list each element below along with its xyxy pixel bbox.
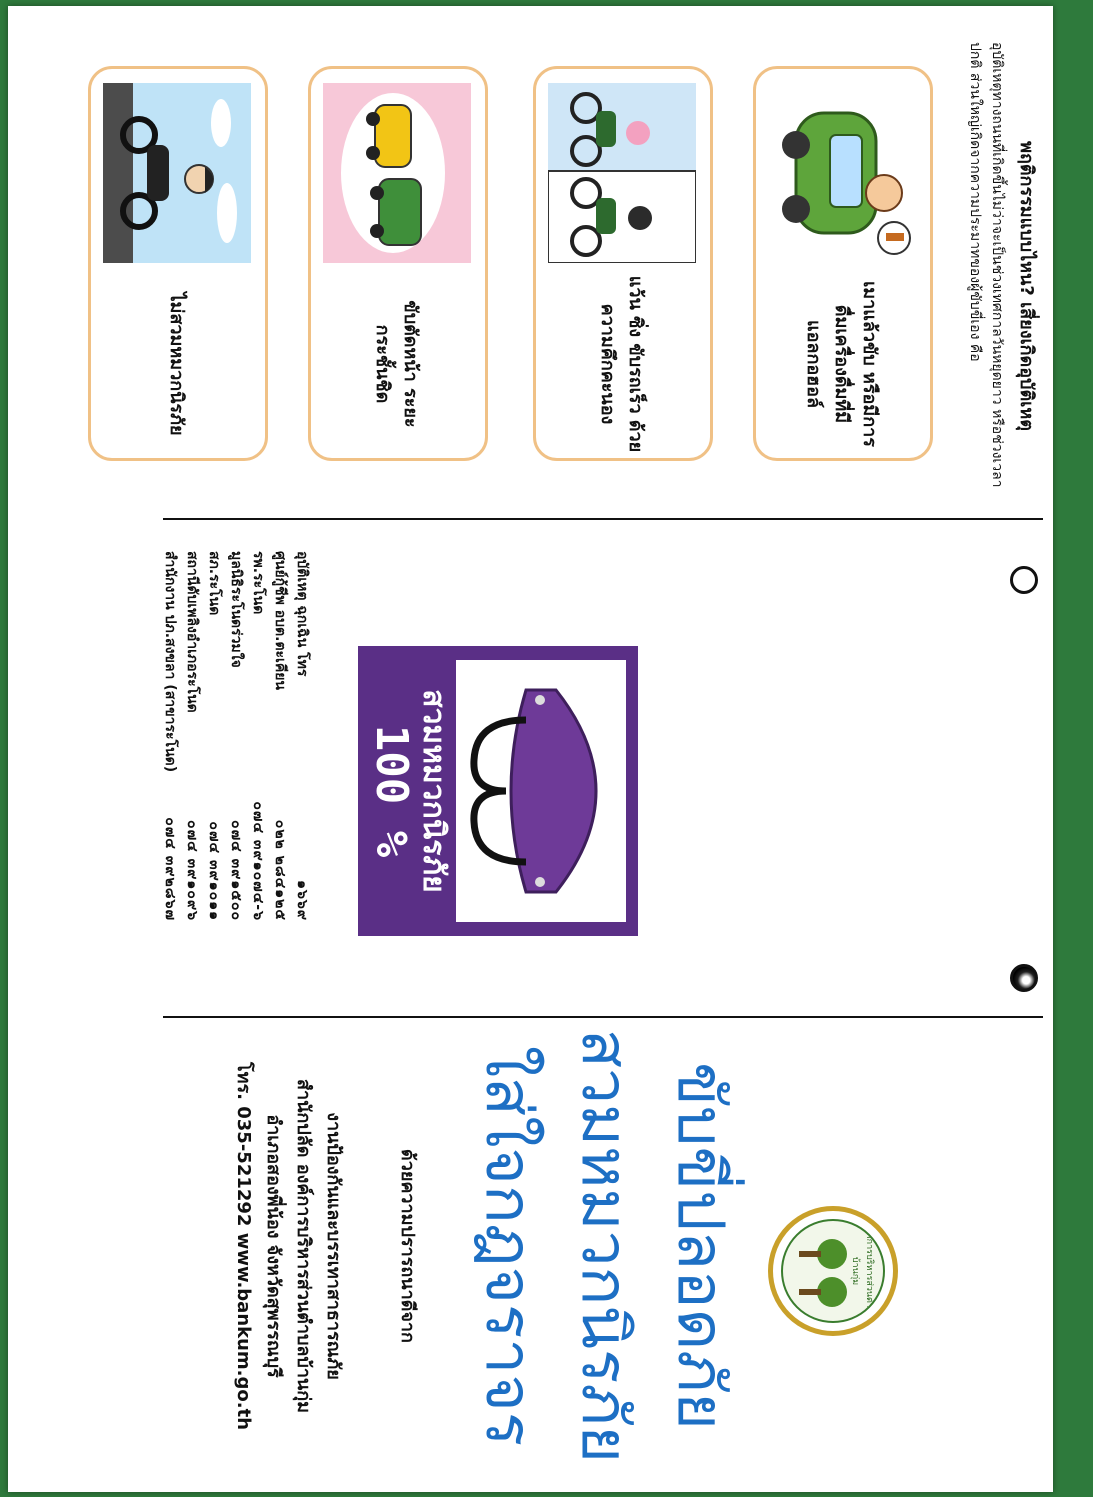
brochure-canvas (13, 6, 1048, 1486)
cover-title-line: ใส่ใจกฎจราจร (471, 1045, 545, 1447)
tree-trunk (799, 1251, 821, 1257)
binder-hole-bottom (1010, 964, 1038, 992)
binder-hole-top (1010, 566, 1038, 594)
contact-number: ๐๒๒ ๒๘๔๑๒๕ (272, 819, 288, 921)
contact-name: อุบัติเหตุ ฉุกเฉิน โทร (294, 551, 310, 677)
contact-row (181, 551, 203, 921)
contact-row (203, 551, 225, 921)
helmet-percent: 100 % (366, 724, 417, 858)
contact-number: ๐๗๔ ๓๙๑๐๗๔-๖ (250, 801, 266, 921)
contact-row (225, 551, 247, 921)
contact-number: ๑๖๖๙ (294, 880, 310, 921)
no-helmet-rider-illustration (103, 83, 251, 263)
contact-number: ๐๗๔ ๓๙๒๘๖๗ (162, 817, 178, 921)
contact-row (291, 551, 313, 921)
contact-row (269, 551, 291, 921)
cover-thanks: ด้วยความปรารถนาดีจาก (397, 1149, 418, 1343)
cover-office (228, 1026, 348, 1466)
office-line: อำเภอสองพี่น้อง จังหวัดสุพรรณบุรี (263, 1114, 284, 1378)
behaviour-label-drunk: เมาแล้วขับ หรือมีการดื่มเครื่องดื่มที่มีแอลกอฮอล์ (803, 281, 880, 447)
office-line: โทร. 035-521292 www.bankum.go.th (233, 1061, 254, 1431)
helmet-poster (358, 646, 638, 936)
behaviour-label-cutting: ขับตัดหน้า ระยะกระชั้นชิด (372, 300, 421, 428)
contact-name: รพ.ระโนด (250, 551, 266, 615)
contact-number: ๐๗๔ ๓๙๑๕๐๐ (228, 820, 244, 921)
contact-number: ๐๗๔ ๓๙๑๐๙๖ (184, 820, 200, 921)
racing-bikers-illustration (548, 83, 696, 263)
organization-logo (768, 1206, 898, 1336)
helmet-caption-text: สวมหมวกนิรภัย (416, 689, 451, 893)
contact-row (247, 551, 269, 921)
helmet-icon (456, 660, 626, 922)
behaviour-card-no-helmet (88, 66, 268, 461)
tree-trunk (799, 1289, 821, 1295)
behaviour-card-drunk (753, 66, 933, 461)
office-line: สำนักปลัด องค์การบริหารส่วนตำบลบ้านกุ่ม (293, 1078, 314, 1413)
cover-title-line: ขับขี่ปลอดภัย (663, 1062, 737, 1430)
fold-line-left (163, 518, 1043, 520)
office-line: งานป้องกันและบรรเทาสาธารณภัย (323, 1112, 344, 1380)
logo-seal (781, 1219, 885, 1323)
cover-title-line: สวมหมวกนิรภัย (567, 1028, 641, 1464)
contact-name: มูลนิธิระโนดร่วมใจ (228, 551, 244, 668)
contact-name: สภ.ระโนด (206, 551, 222, 616)
logo-text: องค์การบริหารส่วนตำบลบ้านกุ่ม (851, 1222, 875, 1320)
cover-title (460, 1026, 748, 1466)
behaviour-card-racing (533, 66, 713, 461)
behaviour-label-racing: แว้น ซิ่ง ขับรถเร็ว ด้วยความคึกคะนอง (597, 275, 646, 453)
drunk-driver-illustration (768, 83, 916, 263)
brochure-sheet (8, 6, 1053, 1492)
contact-name: สำนักงาน ปภ.สงขลา (สาขาระโนด) (162, 551, 178, 773)
tree-icon (817, 1239, 847, 1269)
behaviour-card-cutting (308, 66, 488, 461)
car-cutting-illustration (323, 83, 471, 263)
behaviours-description: อุบัติเหตุทางถนนที่เกิดขึ้นไม่ว่าจะเป็นช่วงเทศกาลวันหยุดยาว หรือช่วงเวลาปกติ ส่วนใหญ่เกิดจากความประมาทของผู้ขับขี่เอง คือ (967, 42, 1005, 488)
contact-name: ศูนย์กู้ชีพ อบต.ตะเคียน (272, 551, 288, 690)
tree-icon (817, 1277, 847, 1307)
helmet-caption (366, 646, 450, 936)
fold-line-right (163, 1016, 1043, 1018)
emergency-contacts (159, 551, 313, 921)
behaviour-label-no-helmet: ไม่สวมหมวกนิรภัย (166, 292, 187, 436)
contact-number: ๐๗๔ ๓๙๑๐๑๑ (206, 821, 222, 921)
contact-name: สถานีดับเพลิงอำเภอระโนด (184, 551, 200, 713)
contact-row (159, 551, 181, 921)
behaviours-heading: พฤติกรรมแบบไหน? เสี่ยงเกิดอุบัติเหตุ (1016, 141, 1037, 431)
